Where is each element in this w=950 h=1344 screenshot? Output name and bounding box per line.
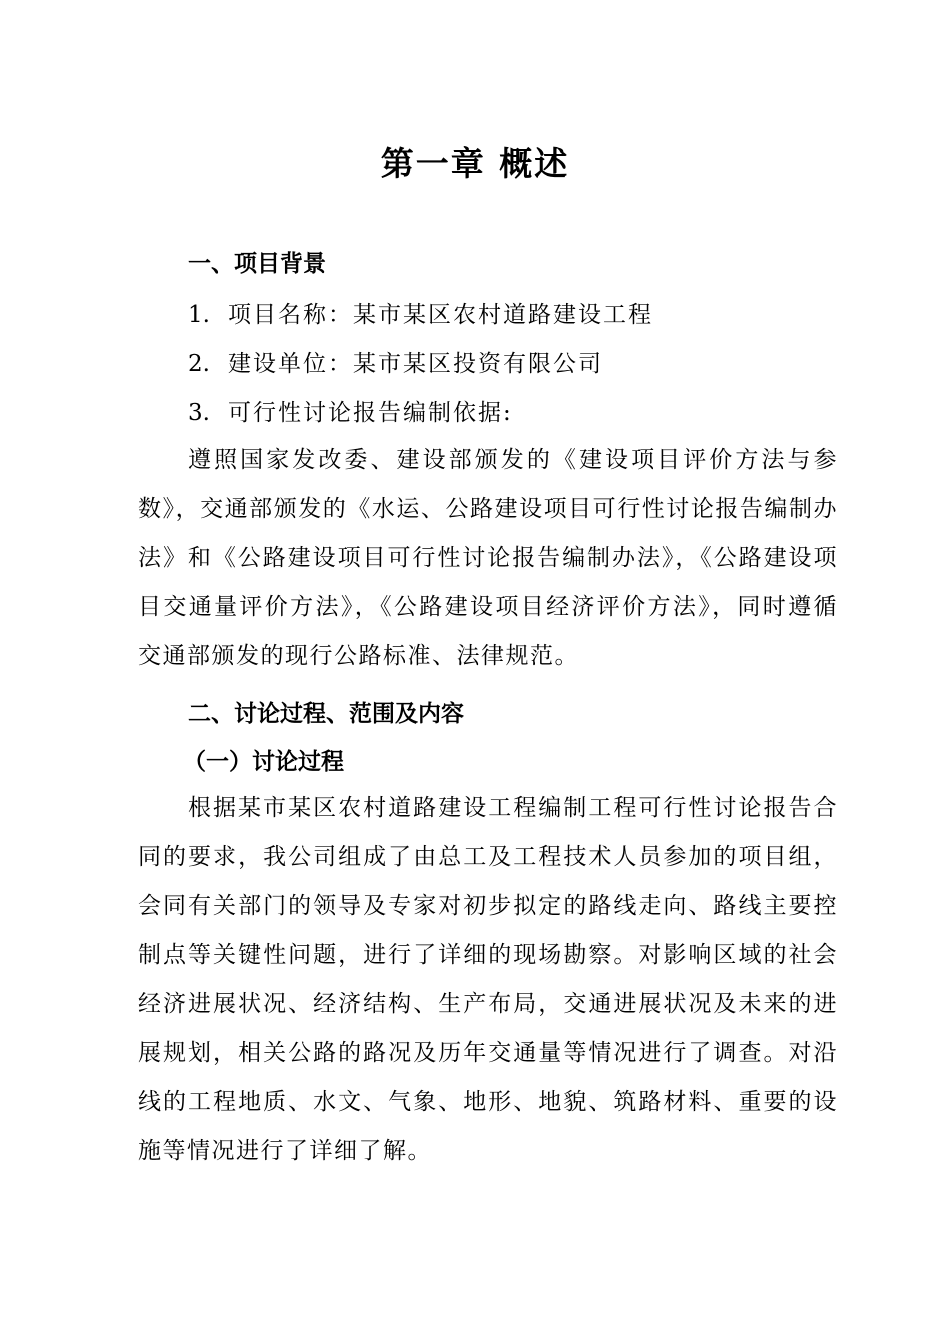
list-text: 建设单位：某市某区投资有限公司 [228,351,603,377]
section-heading-research: 二、讨论过程、范围及内容 [188,701,464,727]
list-item-report-basis [188,394,513,427]
paragraph-basis: 遵照国家发改委、建设部颁发的《建设项目评价方法与参数》，交通部颁发的《水运、公路建设项目可行性讨论报告编制办法》和《公路建设项目可行性讨论报告编制办法》，《公路建设项目交通量评价方法》，《公路建设项目经济评价方法》，同时遵循交通部颁发的现行公路标准、法律规范。 [138,447,838,669]
list-text: 项目名称：某市某区农村道路建设工程 [228,302,653,328]
section-heading-background: 一、项目背景 [188,251,326,277]
list-text: 可行性讨论报告编制依据: [228,400,513,426]
list-number: 1. [188,302,210,328]
list-number: 2. [188,351,210,377]
chapter-title: 第一章 概述 [380,144,570,183]
list-item-project-name [188,296,653,329]
list-number: 3. [188,400,210,426]
sub-heading-process: （一）讨论过程 [183,749,344,775]
paragraph-process: 根据某市某区农村道路建设工程编制工程可行性讨论报告合同的要求，我公司组成了由总工及工程技术人员参加的项目组，会同有关部门的领导及专家对初步拟定的路线走向、路线主要控制点等关键性问题，进行了详细的现场勘察。对影响区域的社会经济进展状况、经济结构、生产布局，交通进展状况及未来的进展规划，相关公路的路况及历年交通量等情况进行了调查。对沿线的工程地质、水文、气象、地形、地貌、筑路材料、重要的设施等情况进行了详细了解。 [138,795,838,1164]
list-item-construction-unit [188,345,603,378]
